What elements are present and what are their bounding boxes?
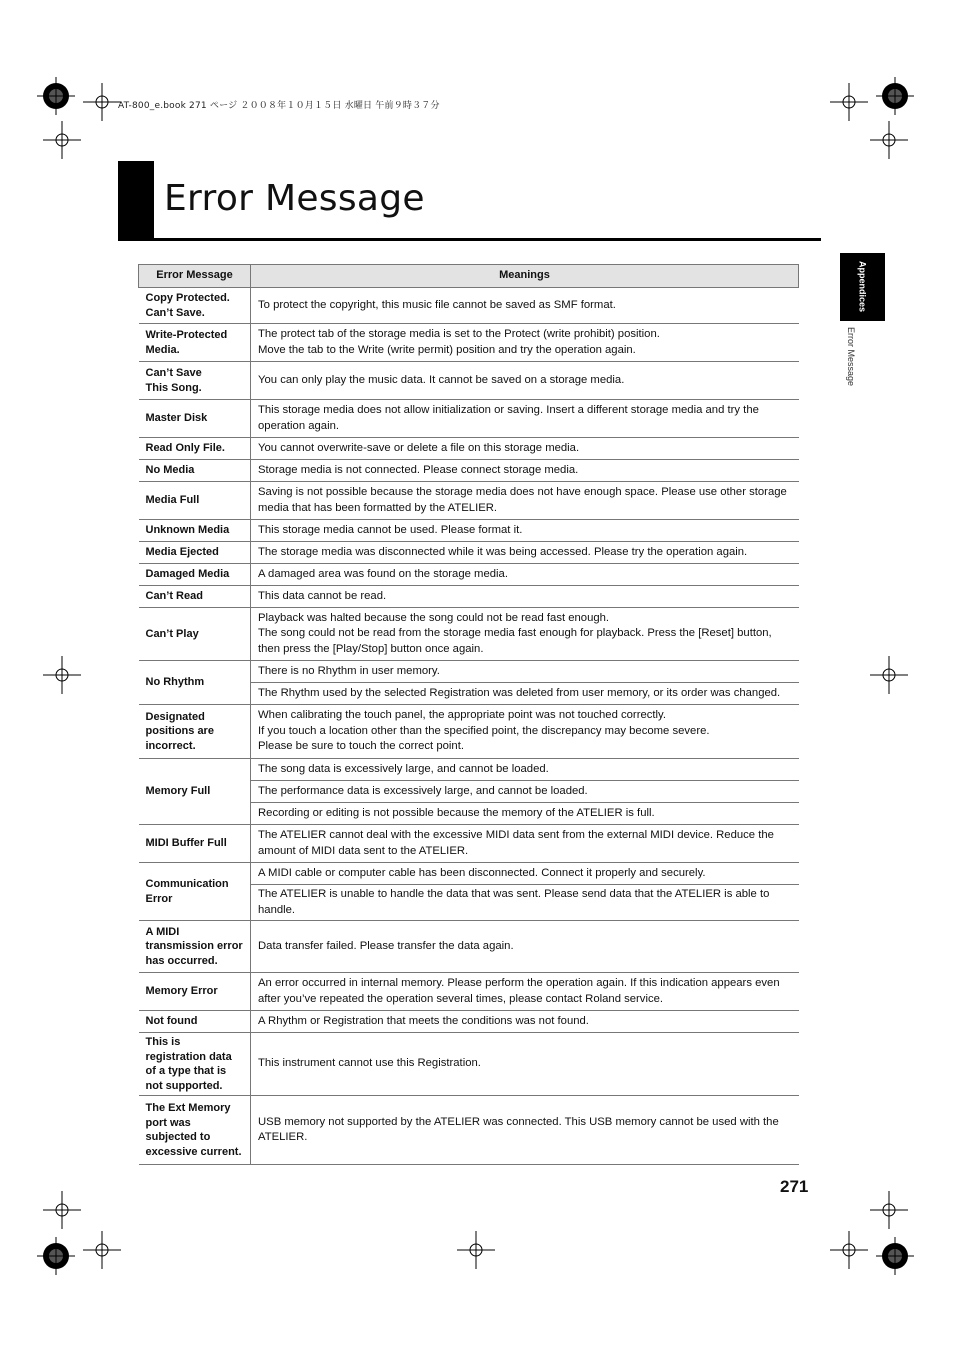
table-row: [139, 705, 799, 759]
error-message-cell: Media Ejected: [139, 542, 251, 564]
table-row: [139, 1011, 799, 1033]
error-message-cell: No Media: [139, 460, 251, 482]
meaning-cell: There is no Rhythm in user memory.: [251, 661, 799, 683]
error-message-cell: Can’t Read: [139, 586, 251, 608]
error-message-cell: MIDI Buffer Full: [139, 825, 251, 863]
meaning-cell: This storage media cannot be used. Please format it.: [251, 520, 799, 542]
error-message-cell: Master Disk: [139, 400, 251, 438]
meaning-cell: A Rhythm or Registration that meets the conditions was not found.: [251, 1011, 799, 1033]
table-row: [139, 759, 799, 781]
meaning-cell: Recording or editing is not possible because the memory of the ATELIER is full.: [251, 803, 799, 825]
table-row: [139, 362, 799, 400]
error-message-cell: This is registration data of a type that is not supported.: [139, 1033, 251, 1096]
meaning-cell: The storage media was disconnected while it was being accessed. Please try the operation again.: [251, 542, 799, 564]
table-header-row: [139, 265, 799, 288]
table-row: [139, 324, 799, 362]
side-tab-label: Appendices: [857, 261, 868, 313]
table-row: [139, 921, 799, 973]
table-row: [139, 520, 799, 542]
error-message-cell: No Rhythm: [139, 661, 251, 705]
error-message-cell: Can’t Play: [139, 608, 251, 661]
meaning-cell: Saving is not possible because the storage media does not have enough space. Please use other storage media that has been formatted by the ATELIER.: [251, 482, 799, 520]
error-message-cell: A MIDI transmission error has occurred.: [139, 921, 251, 973]
error-message-cell: The Ext Memory port was subjected to excessive current.: [139, 1096, 251, 1165]
crosshair-mark-right-bottom: [870, 1191, 908, 1229]
side-section-label: Error Message: [846, 327, 856, 387]
error-message-table: [138, 264, 799, 1165]
header-meanings: Meanings: [251, 265, 799, 288]
meaning-cell: A MIDI cable or computer cable has been disconnected. Connect it properly and securely.: [251, 863, 799, 885]
table-row: [139, 438, 799, 460]
error-message-cell: Write-Protected Media.: [139, 324, 251, 362]
meaning-cell: The Rhythm used by the selected Registration was deleted from user memory, or its order was changed.: [251, 683, 799, 705]
print-header: AT-800_e.book 271 ページ ２００８年１０月１５日 水曜日 午前９時３７分: [118, 101, 440, 111]
crosshair-mark-bottom-inner-right: [830, 1231, 868, 1269]
meaning-cell: The ATELIER cannot deal with the excessive MIDI data sent from the external MIDI device. Reduce the amount of MIDI data sent to the ATELIER.: [251, 825, 799, 863]
table-row: [139, 1096, 799, 1165]
table-row: [139, 400, 799, 438]
crosshair-mark-top-inner-left: [83, 83, 121, 121]
meaning-cell: The ATELIER is unable to handle the data that was sent. Please send data that the ATELIER is able to handle.: [251, 885, 799, 921]
table-row: [139, 863, 799, 885]
table-row: [139, 661, 799, 683]
table-row: [139, 460, 799, 482]
table-row: [139, 542, 799, 564]
error-message-cell: Unknown Media: [139, 520, 251, 542]
error-message-cell: Communication Error: [139, 863, 251, 921]
section-side-tab: [840, 253, 885, 321]
registration-mark-bottom-left: [37, 1237, 75, 1275]
meaning-cell: Playback was halted because the song could not be read fast enough. The song could not be read from the storage media fast enough for playback. Press the [Reset] button, then press the [Play/Stop] button once again.: [251, 608, 799, 661]
page-number: 271: [780, 1177, 809, 1196]
table-row: [139, 288, 799, 324]
table-row: [139, 825, 799, 863]
title-rule: [118, 238, 821, 241]
table-row: [139, 1033, 799, 1096]
crosshair-mark-right-mid: [870, 656, 908, 694]
table-row: [139, 973, 799, 1011]
table-row: [139, 482, 799, 520]
meaning-cell: Data transfer failed. Please transfer the data again.: [251, 921, 799, 973]
meaning-cell: An error occurred in internal memory. Please perform the operation again. If this indication appears even after you’ve repeated the operation several times, please contact Roland service.: [251, 973, 799, 1011]
registration-mark-top-right: [876, 77, 914, 115]
meaning-cell: This storage media does not allow initialization or saving. Insert a different storage media and try the operation again.: [251, 400, 799, 438]
crosshair-mark-left-top: [43, 121, 81, 159]
meaning-cell: This data cannot be read.: [251, 586, 799, 608]
meaning-cell: To protect the copyright, this music file cannot be saved as SMF format.: [251, 288, 799, 324]
meaning-cell: The performance data is excessively large, and cannot be loaded.: [251, 781, 799, 803]
crosshair-mark-left-bottom: [43, 1191, 81, 1229]
meaning-cell: The song data is excessively large, and cannot be loaded.: [251, 759, 799, 781]
error-message-cell: Designated positions are incorrect.: [139, 705, 251, 759]
crosshair-mark-bottom-center: [457, 1231, 495, 1269]
registration-mark-top-left: [37, 77, 75, 115]
error-message-cell: Not found: [139, 1011, 251, 1033]
meaning-cell: When calibrating the touch panel, the appropriate point was not touched correctly. If you touch a location other than the specified point, the discrepancy may become severe. Please be sure to touch the correct point.: [251, 705, 799, 759]
table-row: [139, 586, 799, 608]
meaning-cell: The protect tab of the storage media is set to the Protect (write prohibit) position. Move the tab to the Write (write permit) position and try the operation again.: [251, 324, 799, 362]
meaning-cell: You can only play the music data. It cannot be saved on a storage media.: [251, 362, 799, 400]
crosshair-mark-left-mid: [43, 656, 81, 694]
registration-mark-bottom-right: [876, 1237, 914, 1275]
meaning-cell: You cannot overwrite-save or delete a file on this storage media.: [251, 438, 799, 460]
meaning-cell: USB memory not supported by the ATELIER was connected. This USB memory cannot be used with the ATELIER.: [251, 1096, 799, 1165]
header-error-message: Error Message: [139, 265, 251, 288]
error-message-cell: Media Full: [139, 482, 251, 520]
error-message-cell: Copy Protected. Can’t Save.: [139, 288, 251, 324]
table-row: [139, 564, 799, 586]
error-message-cell: Memory Error: [139, 973, 251, 1011]
error-message-cell: Can’t Save This Song.: [139, 362, 251, 400]
meaning-cell: This instrument cannot use this Registration.: [251, 1033, 799, 1096]
page-title: Error Message: [164, 178, 425, 219]
table-body: [139, 288, 799, 1165]
error-message-cell: Memory Full: [139, 759, 251, 825]
crosshair-mark-bottom-inner-left: [83, 1231, 121, 1269]
title-bar-block: [118, 161, 154, 240]
crosshair-mark-right-top: [870, 121, 908, 159]
meaning-cell: Storage media is not connected. Please connect storage media.: [251, 460, 799, 482]
meaning-cell: A damaged area was found on the storage media.: [251, 564, 799, 586]
error-message-cell: Read Only File.: [139, 438, 251, 460]
error-message-cell: Damaged Media: [139, 564, 251, 586]
table-row: [139, 608, 799, 661]
crosshair-mark-top-inner-right: [830, 83, 868, 121]
